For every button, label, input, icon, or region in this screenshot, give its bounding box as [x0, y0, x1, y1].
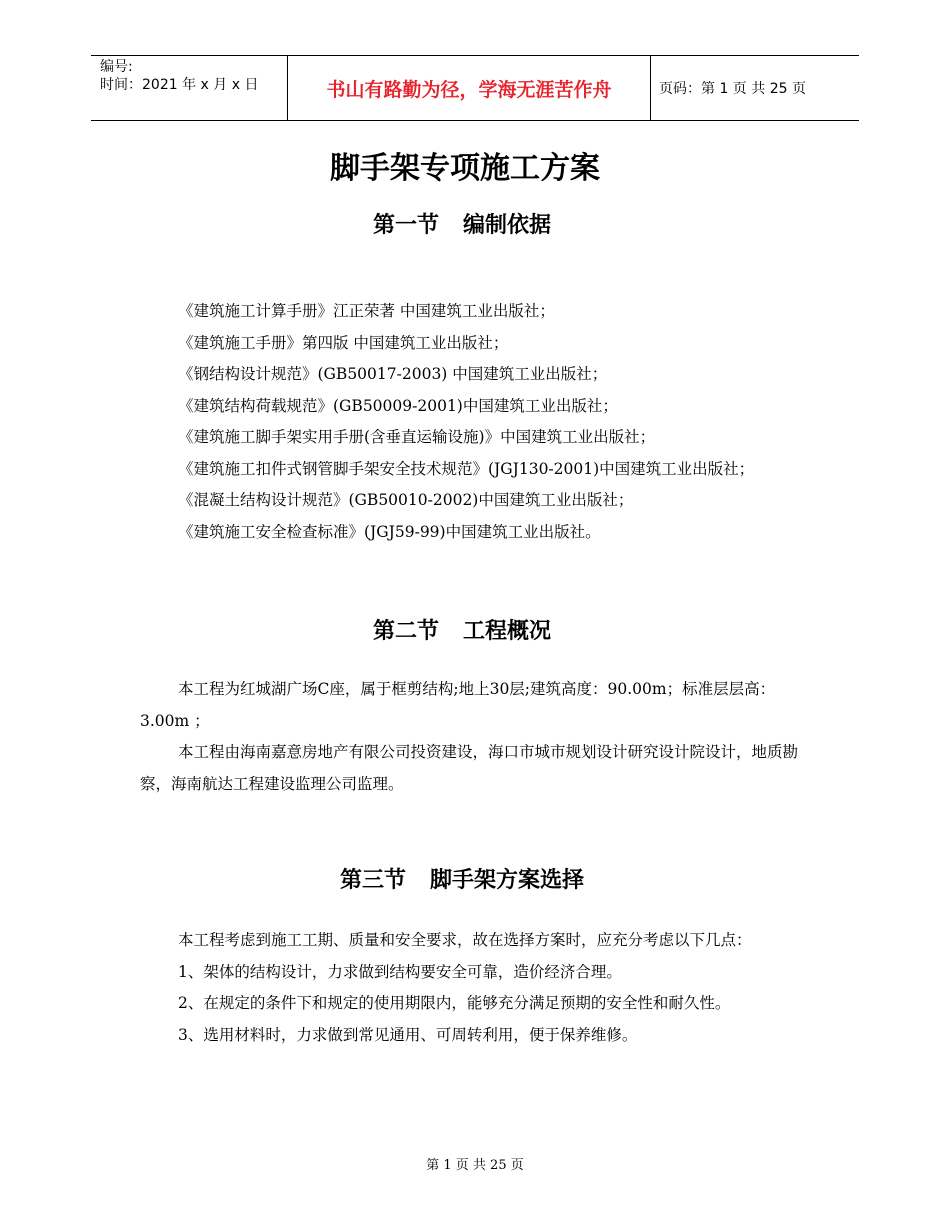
paragraph: 《建筑施工扣件式钢管脚手架安全技术规范》(JGJ130-2001)中国建筑工业出版社；: [178, 459, 755, 478]
section-1-number: 第一节: [372, 213, 439, 238]
time-label: 时间：2021 年 x 月 x 日: [100, 77, 259, 93]
section-2-number: 第二节: [372, 619, 439, 644]
section-2-name: 工程概况: [463, 619, 552, 644]
section-3-title: [0, 863, 924, 894]
section-2-title: [0, 614, 924, 645]
serial-label: 编号:: [100, 59, 133, 75]
section-2-body: [140, 674, 820, 800]
paragraph: 本工程由海南嘉意房地产有限公司投资建设，海口市城市规划设计研究设计院设计，地质勘察，海南航达工程建设监理公司监理。: [140, 743, 799, 793]
header-motto: 书山有路勤为径，学海无涯苦作舟: [287, 56, 651, 120]
document-title: 脚手架专项施工方案: [330, 151, 600, 186]
page-footer: 第 1 页 共 25 页: [426, 1158, 524, 1173]
paragraph: 本工程考虑到施工工期、质量和安全要求，故在选择方案时，应充分考虑以下几点：: [178, 931, 752, 949]
page-header: [91, 55, 859, 121]
section-1-title: [0, 208, 924, 239]
paragraph: 《混凝土结构设计规范》(GB50010-2002)中国建筑工业出版社；: [178, 491, 634, 509]
paragraph: 《建筑施工脚手架实用手册(含垂直运输设施)》中国建筑工业出版社；: [178, 428, 656, 446]
section-3-number: 第三节: [339, 868, 406, 893]
paragraph: 《建筑结构荷载规范》(GB50009-2001)中国建筑工业出版社；: [178, 396, 618, 415]
section-1-body: [140, 296, 820, 548]
section-3-name: 脚手架方案选择: [430, 868, 585, 893]
header-page-info: 页码：第 1 页 共 25 页: [659, 81, 806, 97]
paragraph: 本工程为红城湖广场C座，属于框剪结构;地上30层;建筑高度：90.00m；标准层层高：3.00m ；: [140, 680, 776, 730]
paragraph: 3、选用材料时，力求做到常见通用、可周转利用，便于保养维修。: [178, 1025, 638, 1044]
paragraph: 《建筑施工安全检查标准》(JGJ59-99)中国建筑工业出版社。: [178, 522, 601, 541]
paragraph: 1、架体的结构设计，力求做到结构要安全可靠，造价经济合理。: [178, 962, 622, 981]
section-3-body: [140, 925, 820, 1051]
paragraph: 《钢结构设计规范》(GB50017-2003) 中国建筑工业出版社；: [178, 365, 608, 383]
paragraph: 《建筑施工手册》第四版 中国建筑工业出版社；: [178, 333, 509, 352]
header-left-cell: [91, 56, 287, 120]
paragraph: 2、在规定的条件下和规定的使用期限内，能够充分满足预期的安全性和耐久性。: [178, 994, 731, 1012]
section-1-name: 编制依据: [463, 213, 552, 238]
paragraph: 《建筑施工计算手册》江正荣著 中国建筑工业出版社；: [178, 302, 555, 320]
